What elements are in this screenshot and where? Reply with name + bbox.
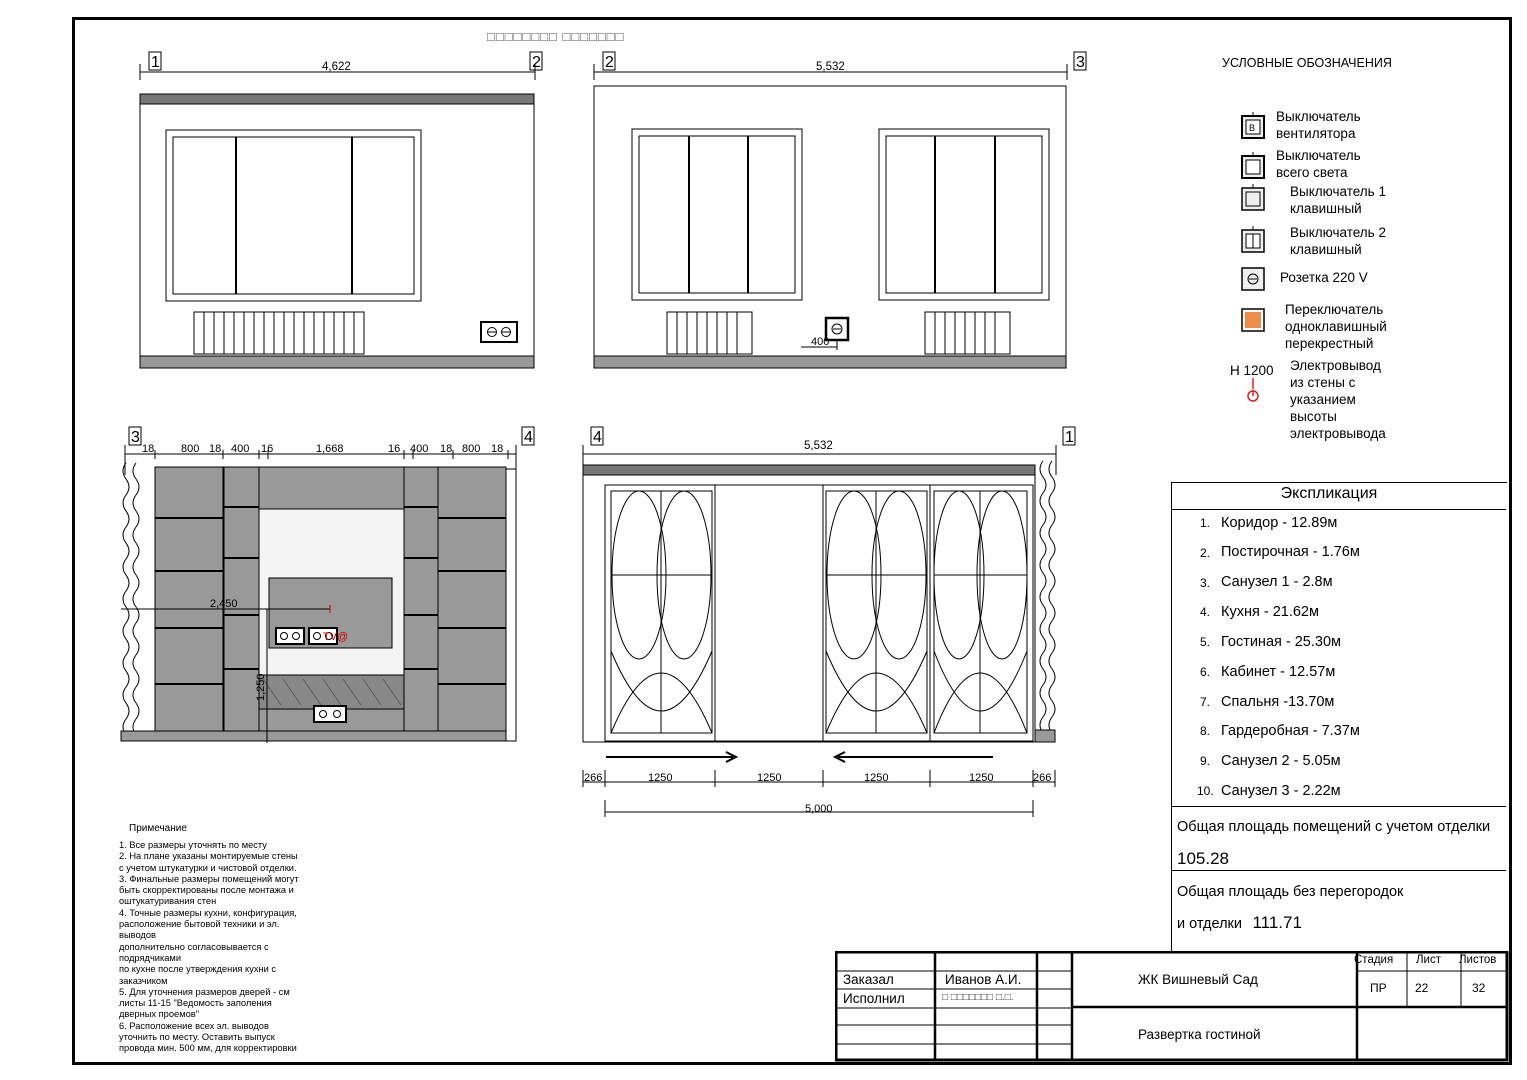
explication-num: 2. [1200, 546, 1211, 560]
note-line: 1. Все размеры уточнять по месту [119, 840, 267, 850]
dim-text: 266 [584, 772, 603, 784]
tv-width-dim: 2,450 [210, 598, 238, 610]
legend-double-switch-label: Выключатель 2 клавишный [1290, 225, 1386, 257]
power-outlet-icon [1248, 378, 1258, 401]
legend-fan-switch-label: Выключатель вентилятора [1276, 109, 1361, 141]
divider [1171, 870, 1506, 871]
ordered-label: Заказал [843, 972, 894, 987]
total-without-value: 111.71 [1252, 913, 1302, 932]
sheets-value: 32 [1472, 981, 1486, 995]
dim-text: 1250 [969, 772, 994, 784]
note-line: дверных проемов" [119, 1009, 199, 1020]
explication-item: Санузел 3 - 2.22м [1221, 783, 1341, 799]
dim-text: 400 [410, 443, 429, 455]
double-switch-icon [1242, 226, 1264, 252]
note-line: 4. Точные размеры кухни, конфигурация, [119, 907, 297, 918]
dimension-width: 4,622 [322, 61, 351, 73]
sheets-label: Листов [1459, 954, 1497, 966]
total-without-line [1177, 913, 1302, 933]
total-with-finish-value: 105.28 [1177, 849, 1229, 868]
note-line: по кухне после утверждения кухни с [119, 964, 277, 975]
note-line: дополнительно согласовывается с [119, 941, 269, 952]
note-line: выводов [119, 930, 156, 941]
note-line: оштукатуривания стен [119, 896, 217, 907]
note-line: листы 11-15 "Ведомость заполения [119, 998, 272, 1009]
explication-item: Санузел 1 - 2.8м [1221, 574, 1333, 590]
dim-text: 18 [142, 443, 155, 455]
explication-num: 10. [1197, 784, 1214, 798]
dim-text: 400 [231, 443, 250, 455]
explication-num: 7. [1200, 695, 1211, 709]
sheet-label: Лист [1416, 954, 1441, 966]
explication-title: Экспликация [1280, 485, 1378, 502]
master-switch-icon [1242, 152, 1264, 178]
single-switch-icon [1242, 184, 1264, 210]
axis-label: 3 [131, 429, 140, 446]
explication-item: Гардеробная - 7.37м [1221, 723, 1360, 739]
fan-switch-letter: В [1249, 123, 1256, 133]
dim-text: 18 [209, 443, 222, 455]
note-line: с учетом штукатурки и чистовой отделки. [119, 862, 297, 873]
dim-text: 800 [181, 443, 200, 455]
explication-item: Санузел 2 - 5.05м [1221, 753, 1341, 769]
stage-label: Стадия [1354, 954, 1394, 966]
project-name: ЖК Вишневый Сад [1138, 972, 1258, 987]
performed-name: □ □□□□□□□ □.□. [942, 992, 1014, 1003]
sheet-title: Развертка гостиной [1138, 1027, 1261, 1042]
explication-num: 8. [1200, 724, 1211, 738]
explication-num: 5. [1200, 635, 1211, 649]
note-line: 6. Расположение всех эл. выводов [119, 1020, 269, 1031]
note-line: расположение бытовой техники и эл. [119, 919, 280, 930]
dim-text: 18 [491, 443, 504, 455]
dim-text: 16 [261, 443, 274, 455]
legend-cross-switch-label: Переключатель одноклавишный перекрестный [1285, 302, 1387, 351]
dim-text: 800 [462, 443, 481, 455]
legend-title: УСЛОВНЫЕ ОБОЗНАЧЕНИЯ [1222, 56, 1392, 70]
dim-text: 1,668 [316, 443, 344, 455]
note-line: быть скорректированы после монтажа и [119, 885, 294, 896]
explication-num: 6. [1200, 665, 1211, 679]
axis-label: 1 [151, 54, 160, 71]
ordered-name: Иванов А.И. [945, 972, 1022, 987]
dim-text: 1250 [864, 772, 889, 784]
cross-switch-icon [1242, 309, 1264, 331]
legend-single-switch-label: Выключатель 1 клавишный [1290, 184, 1386, 216]
dim-text: 18 [440, 443, 453, 455]
title-block [835, 951, 1509, 1062]
axis-label: 3 [1076, 54, 1085, 71]
dim-text: 1250 [757, 772, 782, 784]
dim-text: 1250 [648, 772, 673, 784]
legend-master-switch-label: Выключатель всего света [1276, 148, 1361, 180]
stage-value: ПР [1370, 981, 1387, 995]
total-with-finish-label: Общая площадь помещений с учетом отделки [1177, 819, 1491, 835]
note-line: 5. Для уточнения размеров дверей - см [119, 986, 290, 997]
explication-item: Коридор - 12.89м [1221, 515, 1338, 531]
dimension-socket-offset: 400 [811, 336, 830, 348]
fan-switch-icon [1242, 112, 1264, 138]
note-line: 2. На плане указаны монтируемые стены [119, 851, 298, 862]
note-line: 3. Финальные размеры помещений могут [119, 873, 299, 884]
elevation-3 [118, 425, 543, 750]
legend-outlet-height: Н 1200 [1230, 363, 1274, 378]
socket-icon [1242, 268, 1264, 290]
dim-text: 16 [388, 443, 401, 455]
explication-num: 9. [1200, 754, 1211, 768]
dim-text: 266 [1033, 772, 1052, 784]
elevation-1 [130, 50, 550, 380]
legend-outlet-label: Электровывод из стены с указанием высоты электровывода [1290, 358, 1386, 441]
header-placeholder: □□□□□□□□ □□□□□□□ [487, 29, 625, 44]
tv-label: TV@ [323, 631, 349, 643]
explication-num: 1. [1200, 516, 1211, 530]
double-socket-icon [481, 322, 517, 342]
note-line: подрядчиками [119, 952, 182, 963]
divider [1171, 806, 1506, 807]
note-line: провода мин. 500 мм, для корректировки [119, 1043, 297, 1054]
divider [1171, 509, 1506, 510]
axis-label: 4 [524, 429, 533, 446]
explication-item: Спальня -13.70м [1221, 694, 1335, 710]
tv-height-dim: 1,250 [255, 673, 267, 701]
dimension-width: 5,532 [816, 61, 845, 73]
axis-label: 4 [593, 429, 602, 446]
axis-label: 1 [1065, 429, 1074, 446]
elevation-4 [578, 425, 1078, 825]
explication-num: 4. [1200, 605, 1211, 619]
performed-label: Исполнил [843, 991, 905, 1006]
explication-item: Кабинет - 12.57м [1221, 664, 1336, 680]
note-line: заказчиком [119, 975, 168, 986]
dimension-width: 5,532 [804, 440, 833, 452]
notes-list [119, 840, 324, 1055]
total-without-label: Общая площадь без перегородок [1177, 884, 1404, 900]
axis-label: 2 [532, 54, 541, 71]
explication-item: Гостиная - 25.30м [1221, 634, 1342, 650]
explication-item: Постирочная - 1.76м [1221, 544, 1360, 560]
sheet-value: 22 [1415, 981, 1429, 995]
total-without-prefix: и отделки [1177, 916, 1242, 932]
total-dim: 5,000 [805, 803, 833, 815]
axis-label: 2 [605, 54, 614, 71]
elevation-2 [585, 50, 1090, 380]
explication-item: Кухня - 21.62м [1221, 604, 1319, 620]
notes-title: Примечание [129, 823, 187, 834]
note-line: уточнить по месту. Оставить выпуск [119, 1032, 275, 1043]
explication-num: 3. [1200, 576, 1211, 590]
legend-socket-label: Розетка 220 V [1280, 270, 1368, 285]
